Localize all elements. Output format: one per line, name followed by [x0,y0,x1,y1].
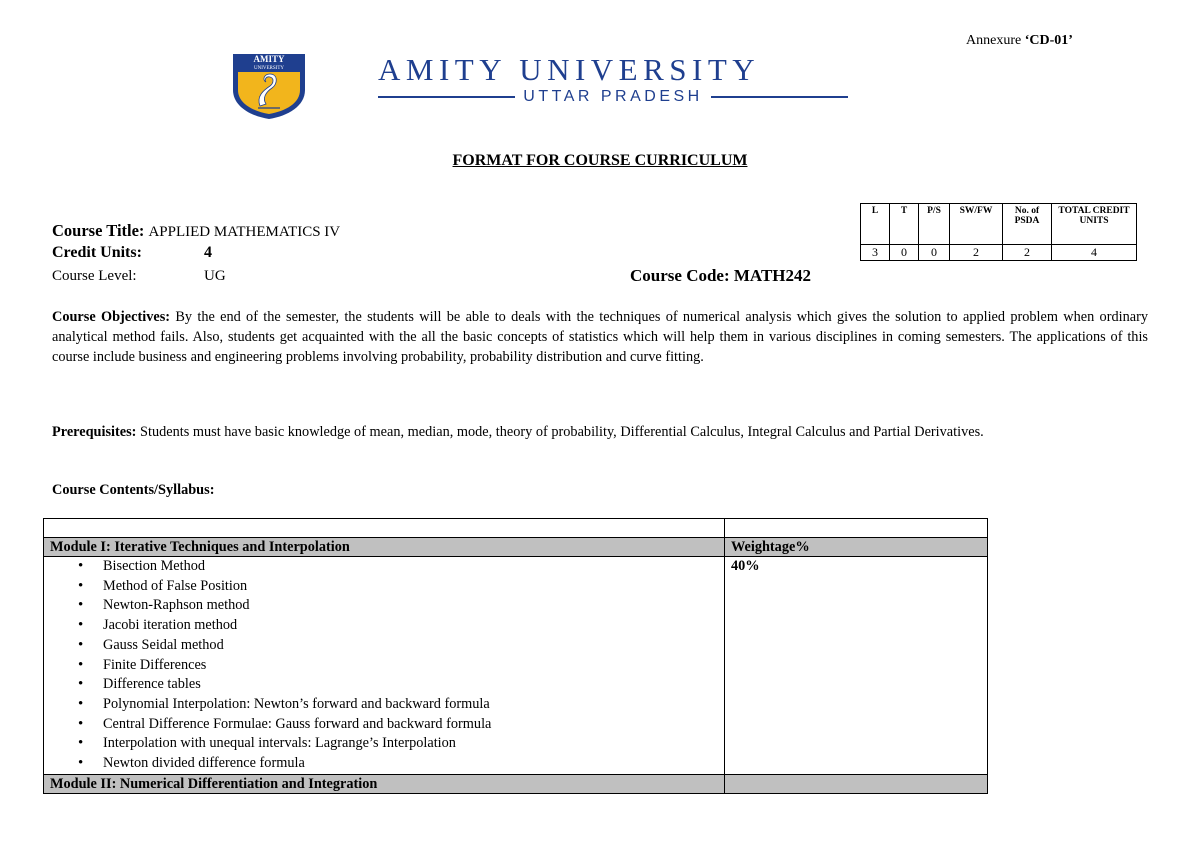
prerequisites-label: Prerequisites: [52,424,137,440]
credit-units [52,244,212,262]
ltp-header: TOTAL CREDIT UNITS [1052,204,1137,245]
objectives-text: By the end of the semester, the students will be able to deals with the techniques of numerical analysis which gives the solution to applied problem when ordinary analytical method fails. Also, students get acquainted with the all the basic concepts of statistics which will help them in various disciplines in coming semesters. The applications of this course include business and engineering problems involving probability, probability distribution and curve fitting. [52,309,1148,365]
ltp-value: 2 [1003,245,1052,261]
ltp-header: L [861,204,890,245]
logo-text-university: UNIVERSITY [254,66,284,71]
credit-units-label: Credit Units: [52,244,142,261]
module-1-title: Module I: Iterative Techniques and Interpolation [44,538,725,557]
prerequisites [52,422,1148,442]
ltp-header: No. of PSDA [1003,204,1052,245]
course-title [52,221,340,241]
weightage-header: Weightage% [725,538,988,557]
list-item: • Finite Differences [103,656,718,676]
ltp-value: 2 [950,245,1003,261]
course-level [52,268,226,285]
campus-rule-left [378,96,515,98]
list-item: • Central Difference Formulae: Gauss forward and backward formula [103,715,718,735]
campus-text: UTTAR PRADESH [523,88,703,105]
university-campus [378,87,848,107]
course-objectives [52,307,1148,367]
topic-list [50,557,718,774]
list-item: • Difference tables [103,675,718,695]
list-item: • Interpolation with unequal intervals: Lagrange’s Interpolation [103,734,718,754]
course-code-value: MATH242 [733,266,812,285]
ltp-header: P/S [919,204,950,245]
module-1-weight: 40% [731,558,760,574]
credit-units-value: 4 [204,244,212,261]
ltp-header: SW/FW [950,204,1003,245]
list-item: • Method of False Position [103,577,718,597]
syllabus-table [43,518,988,794]
credit-structure-table [860,203,1137,261]
course-code [630,266,811,286]
annexure-label: Annexure ‘CD-01’ [966,33,1073,48]
campus-rule-right [711,96,848,98]
course-title-value: APPLIED MATHEMATICS IV [148,224,341,240]
list-item: • Newton divided difference formula [103,754,718,774]
amity-logo [230,50,308,120]
course-level-value: UG [204,268,226,284]
course-title-label: Course Title: [52,221,145,240]
university-name: AMITY UNIVERSITY [378,52,761,87]
syllabus-empty-cell [725,519,988,538]
course-level-label: Course Level: [52,268,137,284]
list-item: • Polynomial Interpolation: Newton’s forward and backward formula [103,695,718,715]
ltp-value: 3 [861,245,890,261]
syllabus-empty-cell [44,519,725,538]
list-item: • Gauss Seidal method [103,636,718,656]
ltp-header: T [890,204,919,245]
list-item: • Newton-Raphson method [103,596,718,616]
course-code-label: Course Code: [630,266,730,285]
module-1-topics [44,557,725,775]
objectives-label: Course Objectives: [52,309,171,325]
prerequisites-text: Students must have basic knowledge of mean, median, mode, theory of probability, Differential Calculus, Integral Calculus and Partial Derivatives. [140,424,984,440]
ltp-value: 4 [1052,245,1137,261]
logo-text-amity: AMITY [253,54,285,64]
list-item: • Jacobi iteration method [103,616,718,636]
module-1-weight-cell [725,557,988,775]
course-contents-label: Course Contents/Syllabus: [52,482,215,498]
module-2-title: Module II: Numerical Differentiation and Integration [44,774,725,793]
ltp-value: 0 [890,245,919,261]
list-item: • Bisection Method [103,557,718,577]
module-2-weight-cell [725,774,988,793]
annexure-code: ‘CD-01’ [1024,33,1073,48]
ltp-value: 0 [919,245,950,261]
format-title: FORMAT FOR COURSE CURRICULUM [452,152,748,169]
